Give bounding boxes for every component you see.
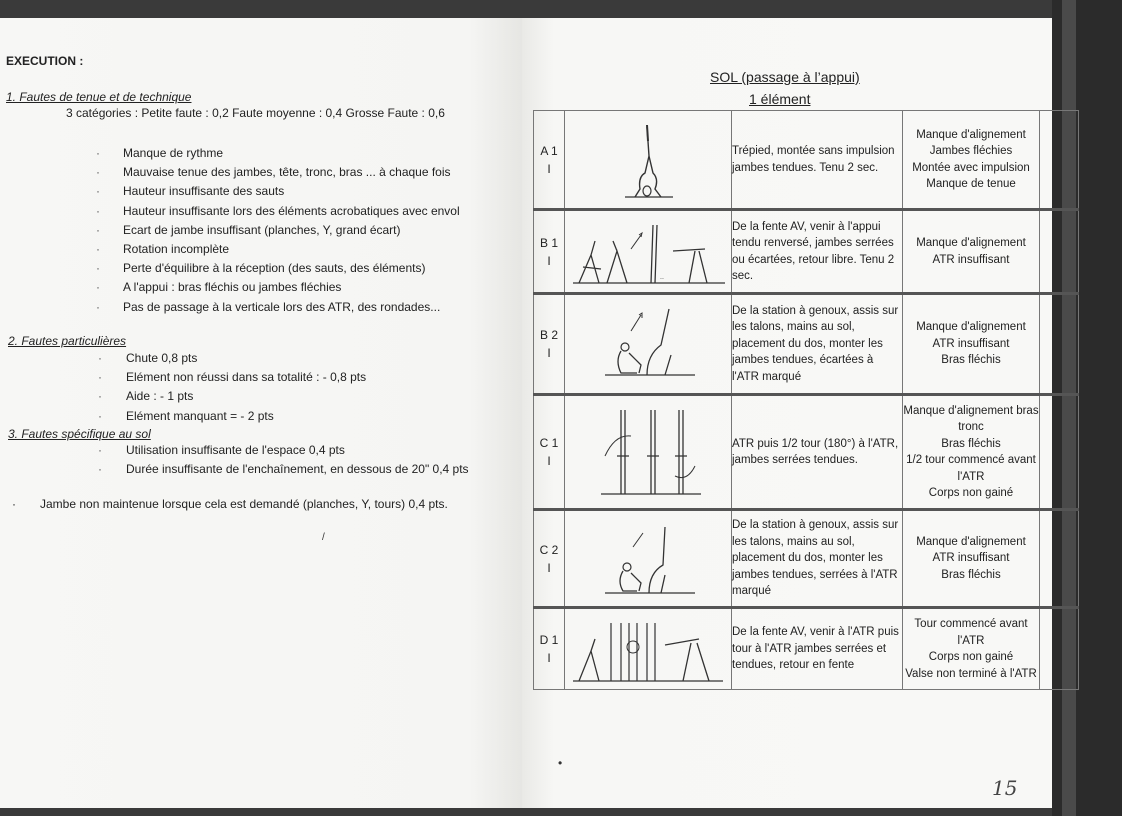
list-item: · Manque de rythme [96,146,224,160]
element-description: De la fente AV, venir à l'ATR puis tour à l'ATR jambes serrées et tendues, retour en fente [732,608,903,690]
technique-faults-list [96,144,516,317]
tripod-figure [565,111,732,210]
kneeling-tuck-handstand-figure [565,510,732,608]
element-description: De la station à genoux, assis sur les talons, mains au sol, placement du dos, monter les jambes tendues, écartées à l'ATR marqué [732,294,903,395]
pen-mark: / [322,532,325,543]
element-errors: Manque d'alignement bras tronc Bras fléchis 1/2 tour commencé avant l'ATR Corps non gainé [903,395,1040,510]
element-code: C 1 I [534,395,565,510]
list-item: · Aide : - 1 pts [98,389,194,404]
empty-cell [1040,395,1079,510]
extra-fault-bullet: · [12,497,16,511]
ink-dot: • [558,756,563,770]
svg-text:..: .. [660,274,664,281]
list-item: · A l'appui : bras fléchis ou jambes fléchies [96,280,342,295]
element-description: De la station à genoux, assis sur les talons, mains au sol, placement du dos, monter les jambes tendues, serrées à l'ATR marqué [732,510,903,608]
list-item: · Elément non réussi dans sa totalité : - 0,8 pts [98,370,367,385]
element-description: Trépied, montée sans impulsion jambes tendues. Tenu 2 sec. [732,111,903,210]
kneeling-handstand-figure [565,294,732,395]
element-errors: Tour commencé avant l'ATR Corps non gainé Valse non terminé à l'ATR [903,608,1040,690]
section3-heading: 3. Fautes spécifique au sol [8,427,151,441]
element-code: B 1 I [534,210,565,294]
lunge-handstand-turn-figure [565,608,732,690]
element-code: A 1 I [534,111,565,210]
element-code: D 1 I [534,608,565,690]
list-item: · Ecart de jambe insuffisant (planches, Y, grand écart) [96,222,401,237]
table-row [534,395,1079,510]
lunge-handstand-figure [565,210,732,294]
table-row [534,111,1079,210]
element-errors: Manque d'alignement ATR insuffisant Bras fléchis [903,510,1040,608]
empty-cell [1040,294,1079,395]
floor-faults-list [98,441,518,479]
handstand-half-turn-figure [565,395,732,510]
list-item: · Mauvaise tenue des jambes, tête, tronc, bras ... à chaque fois [96,165,451,180]
list-item: · Rotation incomplète [96,241,230,256]
table-row [534,294,1079,395]
section1-heading: 1. Fautes de tenue et de technique [6,90,192,104]
element-errors: Manque d'alignement ATR insuffisant Bras fléchis [903,294,1040,395]
element-code: C 2 I [534,510,565,608]
elements-table [533,110,1079,690]
empty-cell [1040,210,1079,294]
list-item: · Perte d'équilibre à la réception (des sauts, des éléments) [96,261,426,276]
table-row [534,608,1079,690]
element-description: ATR puis 1/2 tour (180°) à l'ATR, jambes serrées tendues. [732,395,903,510]
element-errors: Manque d'alignement ATR insuffisant [903,210,1040,294]
list-item: · Chute 0,8 pts [98,351,198,365]
empty-cell [1040,111,1079,210]
list-item: · Hauteur insuffisante lors des éléments acrobatiques avec envol [96,203,460,218]
table-row [534,510,1079,608]
element-errors: Manque d'alignement Jambes fléchies Montée avec impulsion Manque de tenue [903,111,1040,210]
list-item: · Elément manquant = - 2 pts [98,408,274,423]
empty-cell [1040,510,1079,608]
section2-heading: 2. Fautes particulières [8,334,127,348]
execution-title: EXECUTION : [6,54,84,68]
table-row [534,210,1079,294]
list-item: · Utilisation insuffisante de l'espace 0,4 pts [98,443,345,457]
element-code: B 2 I [534,294,565,395]
element-description: De la fente AV, venir à l'appui tendu renversé, jambes serrées ou écartées, retour libre. Tenu 2 sec. [732,210,903,294]
page-title: SOL (passage à l’appui) [710,69,860,85]
particular-faults-list [98,349,458,426]
list-item: · Pas de passage à la verticale lors des ATR, des rondades... [96,299,441,314]
list-item: · Durée insuffisante de l'enchaînement, en dessous de 20" 0,4 pts [98,462,469,477]
list-item: · Hauteur insuffisante des sauts [96,184,285,199]
page-number: 15 [992,776,1018,800]
fault-categories: 3 catégories : Petite faute : 0,2 Faute moyenne : 0,4 Grosse Faute : 0,6 [66,106,445,120]
extra-fault: Jambe non maintenue lorsque cela est demandé (planches, Y, tours) 0,4 pts. [40,497,448,511]
empty-cell [1040,608,1079,690]
page-subtitle: 1 élément [749,91,811,107]
